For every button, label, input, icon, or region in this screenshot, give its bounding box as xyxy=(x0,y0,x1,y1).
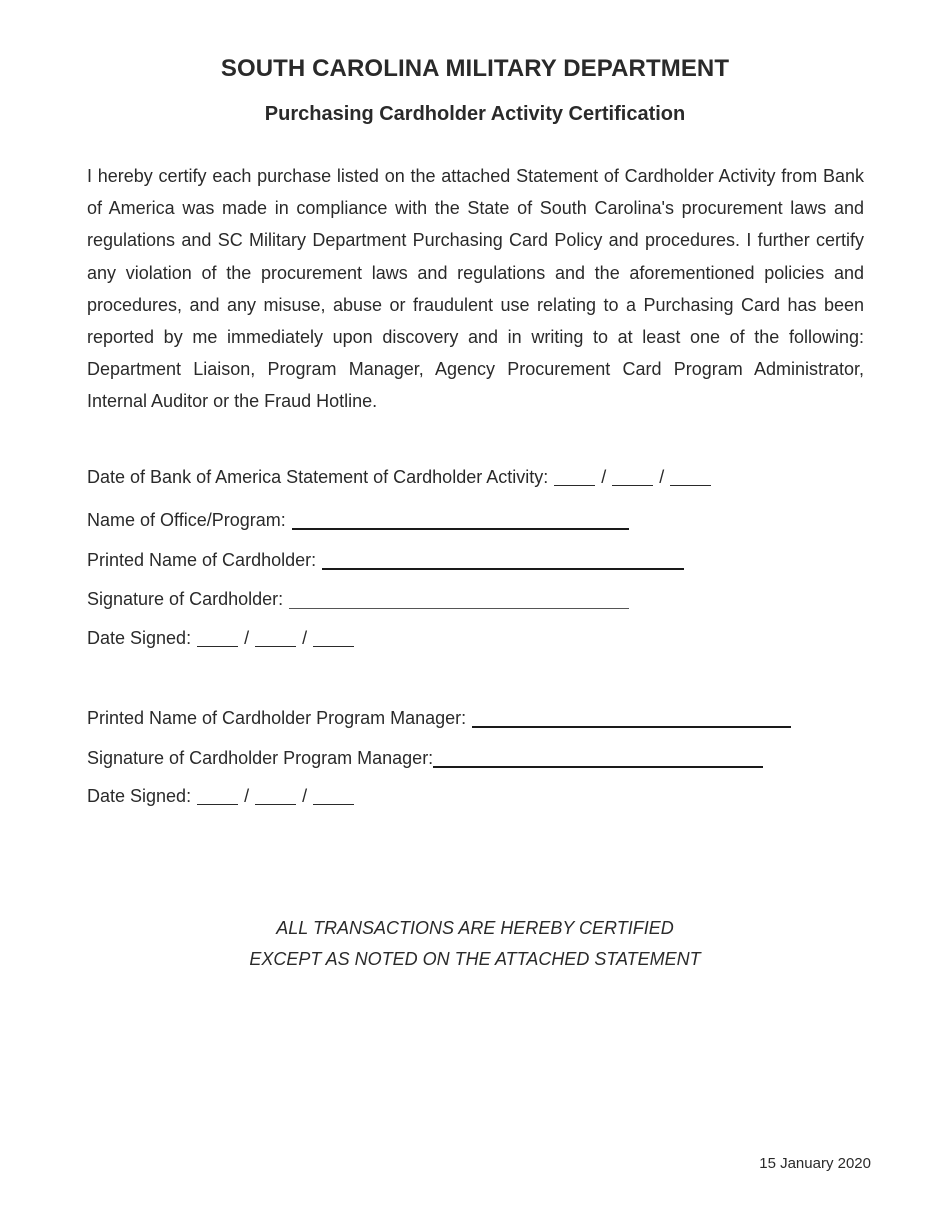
revision-date: 15 January 2020 xyxy=(759,1155,871,1172)
cardholder-date-day-input[interactable] xyxy=(255,632,296,647)
cardholder-printed-name-input[interactable] xyxy=(322,552,684,570)
cardholder-date-signed-label: Date Signed: xyxy=(87,628,192,648)
statement-date-label: Date of Bank of America Statement of Cardholder Activity: xyxy=(87,467,549,487)
manager-signature-label: Signature of Cardholder Program Manager: xyxy=(87,748,434,768)
office-program-input[interactable] xyxy=(292,512,629,530)
date-separator: / xyxy=(601,467,607,487)
date-separator: / xyxy=(244,786,250,806)
office-program-field xyxy=(87,508,629,531)
cardholder-date-month-input[interactable] xyxy=(197,632,238,647)
office-program-label: Name of Office/Program: xyxy=(87,510,286,530)
cardholder-signature-label: Signature of Cardholder: xyxy=(87,589,284,609)
date-separator: / xyxy=(302,628,308,648)
certification-notice-line-2: EXCEPT AS NOTED ON THE ATTACHED STATEMENT xyxy=(249,949,701,969)
cardholder-date-year-input[interactable] xyxy=(313,632,354,647)
manager-signature-field xyxy=(87,746,763,769)
date-separator: / xyxy=(302,786,308,806)
form-title: Purchasing Cardholder Activity Certification xyxy=(264,103,686,125)
statement-date-day-input[interactable] xyxy=(612,471,653,486)
manager-date-month-input[interactable] xyxy=(197,790,238,805)
certification-notice-line-1: ALL TRANSACTIONS ARE HEREBY CERTIFIED xyxy=(276,918,674,938)
cardholder-printed-name-label: Printed Name of Cardholder: xyxy=(87,550,317,570)
date-separator: / xyxy=(659,467,665,487)
manager-date-year-input[interactable] xyxy=(313,790,354,805)
manager-printed-name-input[interactable] xyxy=(472,710,791,728)
statement-date-field xyxy=(87,467,711,488)
manager-printed-name-field xyxy=(87,706,791,729)
cardholder-date-signed-field xyxy=(87,628,354,649)
manager-printed-name-label: Printed Name of Cardholder Program Manager: xyxy=(87,708,467,728)
date-separator: / xyxy=(244,628,250,648)
statement-date-year-input[interactable] xyxy=(670,471,711,486)
manager-date-day-input[interactable] xyxy=(255,790,296,805)
manager-date-signed-field xyxy=(87,786,354,807)
cardholder-signature-input[interactable] xyxy=(289,592,629,609)
statement-date-month-input[interactable] xyxy=(554,471,595,486)
manager-signature-input[interactable] xyxy=(433,750,763,768)
manager-date-signed-label: Date Signed: xyxy=(87,786,192,806)
department-title: SOUTH CAROLINA MILITARY DEPARTMENT xyxy=(220,55,730,82)
cardholder-printed-name-field xyxy=(87,548,684,571)
cardholder-signature-field xyxy=(87,588,629,610)
certification-statement: I hereby certify each purchase listed on the attached Statement of Cardholder Activity from Bank of America was made in compliance with the State of South Carolina's procurement laws and regulations and SC Military Department Purchasing Card Policy and procedures. I further certify any violation of the procurement laws and regulations and the aforementioned policies and procedures, and any misuse, abuse or fraudulent use relating to a Purchasing Card has been reported by me immediately upon discovery and in writing to at least one of the following: Department Liaison, Program Manager, Agency Procurement Card Program Administrator, Internal Auditor or the Fraud Hotline. xyxy=(87,166,864,412)
